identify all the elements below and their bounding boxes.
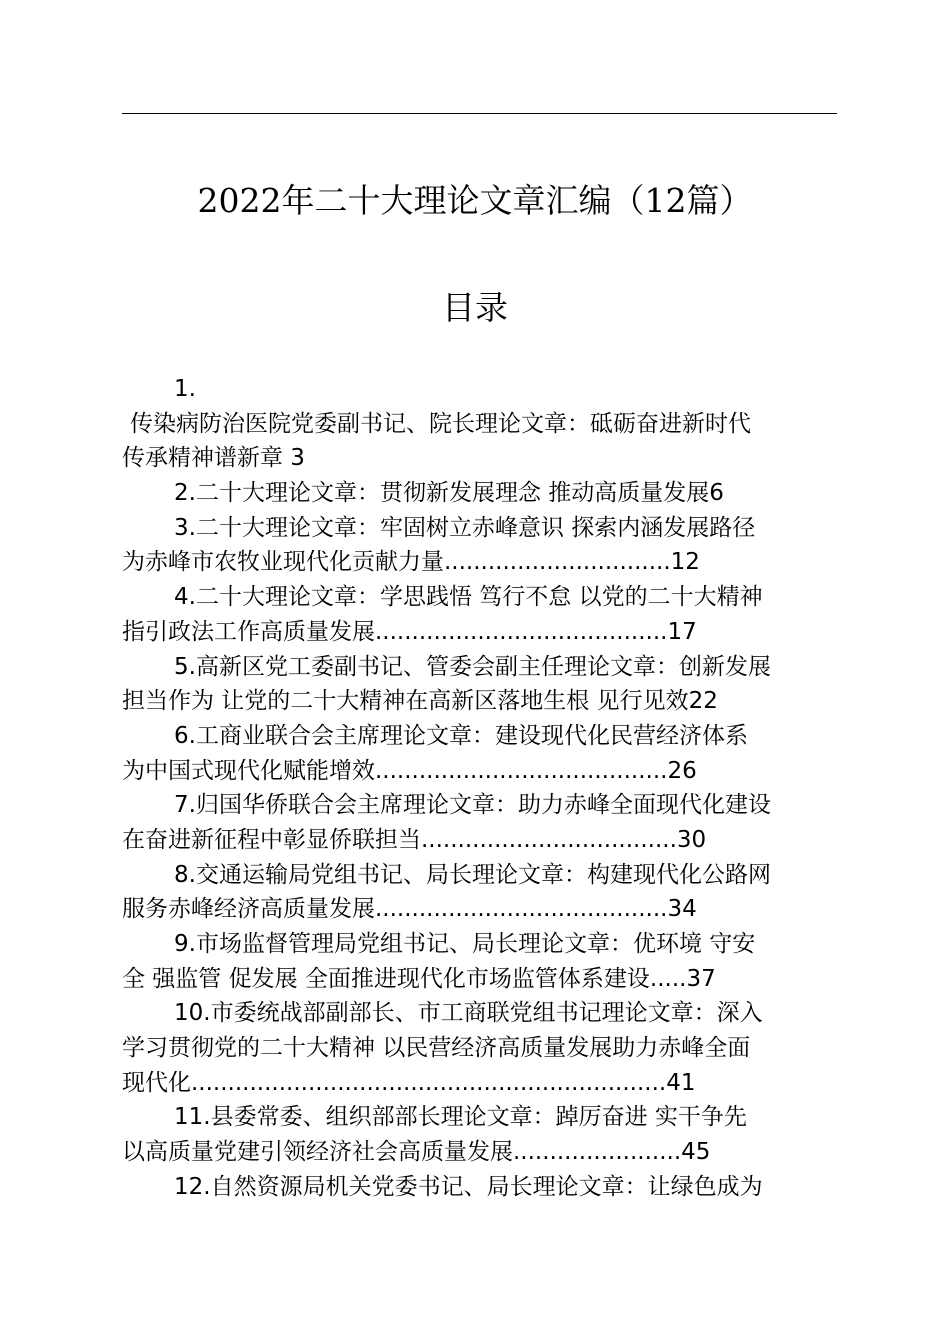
toc-entry-5-line-1[interactable]: 5.高新区党工委副书记、管委会副主任理论文章：创新发展 bbox=[174, 653, 771, 680]
toc-entry-6-line-1[interactable]: 6.工商业联合会主席理论文章：建设现代化民营经济体系 bbox=[174, 722, 748, 749]
toc-entry-3-line-1[interactable]: 3.二十大理论文章：牢固树立赤峰意识 探索内涵发展路径 bbox=[174, 514, 756, 541]
toc-entry-10-line-2[interactable]: 学习贯彻党的二十大精神 以民营经济高质量发展助力赤峰全面 bbox=[122, 1035, 751, 1062]
toc-heading: 目录 bbox=[442, 288, 508, 327]
document-title: 2022年二十大理论文章汇编（12篇） bbox=[197, 181, 753, 220]
toc-list bbox=[122, 372, 837, 1205]
toc-entry-11-line-2[interactable]: 以高质量党建引领经济社会高质量发展.......................45 bbox=[122, 1139, 711, 1166]
toc-entry-4-line-2[interactable]: 指引政法工作高质量发展........................................17 bbox=[122, 618, 697, 645]
toc-entry-1-line-2[interactable]: 传染病防治医院党委副书记、院长理论文章：砥砺奋进新时代 bbox=[130, 410, 751, 437]
toc-entry-10-line-3[interactable]: 现代化.................................................................41 bbox=[122, 1069, 696, 1096]
toc-entry-7-line-2[interactable]: 在奋进新征程中彰显侨联担当...................................30 bbox=[122, 826, 707, 853]
toc-entry-8-line-1[interactable]: 8.交通运输局党组书记、局长理论文章：构建现代化公路网 bbox=[174, 861, 771, 888]
toc-entry-1-line-1[interactable]: 1. bbox=[174, 376, 196, 402]
toc-entry-9-line-1[interactable]: 9.市场监督管理局党组书记、局长理论文章：优环境 守安 bbox=[174, 931, 756, 957]
toc-entry-2-line-1[interactable]: 2.二十大理论文章：贯彻新发展理念 推动高质量发展6 bbox=[174, 480, 724, 507]
toc-entry-7-line-1[interactable]: 7.归国华侨联合会主席理论文章：助力赤峰全面现代化建设 bbox=[174, 792, 771, 819]
toc-entry-5-line-2[interactable]: 担当作为 让党的二十大精神在高新区落地生根 见行见效22 bbox=[122, 688, 718, 715]
toc-entry-11-line-1[interactable]: 11.县委常委、组织部部长理论文章：踔厉奋进 实干争先 bbox=[174, 1104, 747, 1131]
toc-entry-8-line-2[interactable]: 服务赤峰经济高质量发展........................................34 bbox=[122, 896, 697, 923]
toc-entry-1-line-3[interactable]: 传承精神谱新章 3 bbox=[122, 445, 305, 472]
toc-entry-3-line-2[interactable]: 为赤峰市农牧业现代化贡献力量...............................12 bbox=[122, 549, 700, 576]
toc-entry-4-line-1[interactable]: 4.二十大理论文章：学思践悟 笃行不怠 以党的二十大精神 bbox=[174, 584, 763, 611]
header-rule bbox=[122, 113, 837, 114]
toc-entry-12-line-1[interactable]: 12.自然资源局机关党委书记、局长理论文章：让绿色成为 bbox=[174, 1173, 763, 1200]
toc-entry-10-line-1[interactable]: 10.市委统战部副部长、市工商联党组书记理论文章：深入 bbox=[174, 1000, 763, 1027]
toc-entry-6-line-2[interactable]: 为中国式现代化赋能增效........................................26 bbox=[122, 757, 697, 784]
toc-entry-9-line-2[interactable]: 全 强监管 促发展 全面推进现代化市场监管体系建设.....37 bbox=[122, 965, 716, 992]
